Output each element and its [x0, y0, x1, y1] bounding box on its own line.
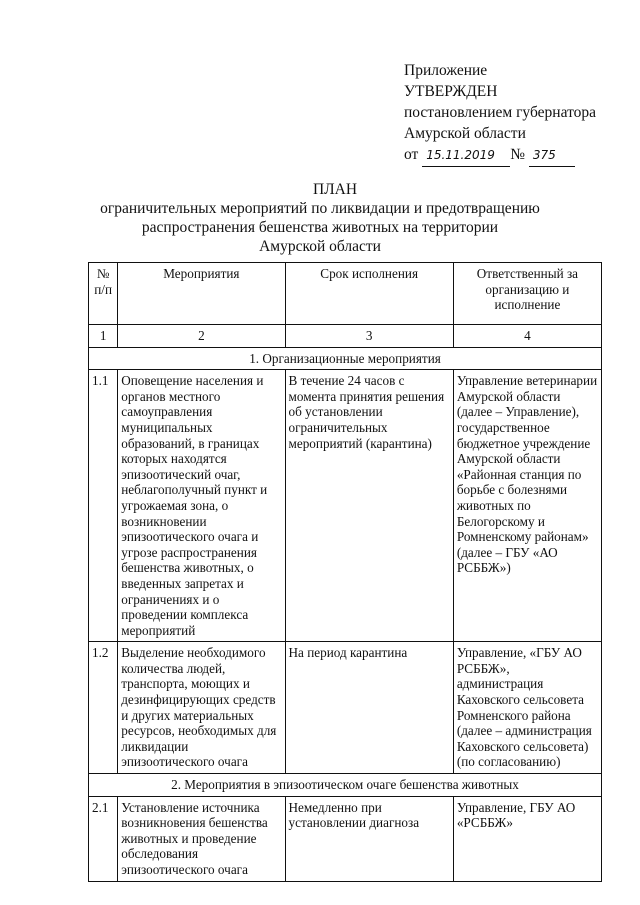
column-number: 2	[118, 325, 285, 348]
table-header-row	[89, 263, 602, 325]
table-row	[89, 642, 602, 774]
table-row	[89, 796, 602, 881]
row-number: 1.2	[89, 642, 118, 774]
number-value: 375	[529, 145, 575, 167]
title-line-1: ограничительных мероприятий по ликвидации и предотвращению	[100, 200, 540, 217]
approval-line-region: Амурской области	[404, 125, 526, 142]
row-activity: Оповещение населения и органов местного самоуправления муниципальных образований, в границах которых находятся эпизоотический очаг, неблагополучный пункт и угрожаемая зона, о возникновении эпизоотического очага и угрозе распространения бешенства животных, о введенных запретах и ограничениях и о проведении комплекса мероприятий	[118, 370, 285, 642]
number-prefix: №	[510, 146, 525, 163]
column-number: 3	[285, 325, 453, 348]
row-deadline: На период карантина	[285, 642, 453, 774]
header-activity: Мероприятия	[118, 263, 285, 325]
row-responsible: Управление, ГБУ АО «РСББЖ»	[453, 796, 601, 881]
row-number: 1.1	[89, 370, 118, 642]
title-line-3: Амурской области	[259, 238, 381, 255]
title-line-2: распространения бешенства животных на территории	[141, 219, 499, 236]
row-number: 2.1	[89, 796, 118, 881]
header-responsible: Ответственный за организацию и исполнение	[453, 263, 601, 325]
date-prefix: от	[404, 146, 419, 163]
approval-block	[404, 60, 596, 167]
document-title	[0, 180, 640, 256]
table-row	[89, 370, 602, 642]
row-responsible: Управление ветеринарии Амурской области (далее – Управление), государственное бюджетное учреждение Амурской области «Районная станция по борьбе с болезнями животных по Белогорскому и Ромненскому районам» (далее – ГБУ «АО РСББЖ»)	[453, 370, 601, 642]
column-number: 1	[89, 325, 118, 348]
plan-table	[88, 262, 602, 882]
header-deadline: Срок исполнения	[285, 263, 453, 325]
row-deadline: Немедленно при установлении диагноза	[285, 796, 453, 881]
section-row-organizational	[89, 347, 602, 370]
section-title: 2. Мероприятия в эпизоотическом очаге бешенства животных	[89, 774, 602, 797]
date-value: 15.11.2019	[422, 145, 510, 167]
approval-line-resolution: постановлением губернатора	[404, 104, 597, 121]
section-title: 1. Организационные мероприятия	[89, 347, 602, 370]
approval-date-line	[404, 144, 596, 167]
title-heading: ПЛАН	[312, 181, 358, 198]
row-deadline: В течение 24 часов с момента принятия решения об установлении ограничительных мероприятий (карантина)	[285, 370, 453, 642]
approval-line-appendix: Приложение	[404, 62, 488, 79]
column-numbers-row	[89, 325, 602, 348]
row-activity: Выделение необходимого количества людей, транспорта, моющих и дезинфицирующих средств и других материальных ресурсов, необходимых для ликвидации эпизоотического очага	[118, 642, 285, 774]
row-responsible: Управление, «ГБУ АО РСББЖ», администрация Каховского сельсовета Ромненского района (далее – администрация Каховского сельсовета) (по согласованию)	[453, 642, 601, 774]
section-row-outbreak	[89, 774, 602, 797]
header-number: № п/п	[89, 263, 118, 325]
approval-line-approved: УТВЕРЖДЕН	[404, 83, 498, 100]
row-activity: Установление источника возникновения бешенства животных и проведение обследования эпизоотического очага	[118, 796, 285, 881]
column-number: 4	[453, 325, 601, 348]
